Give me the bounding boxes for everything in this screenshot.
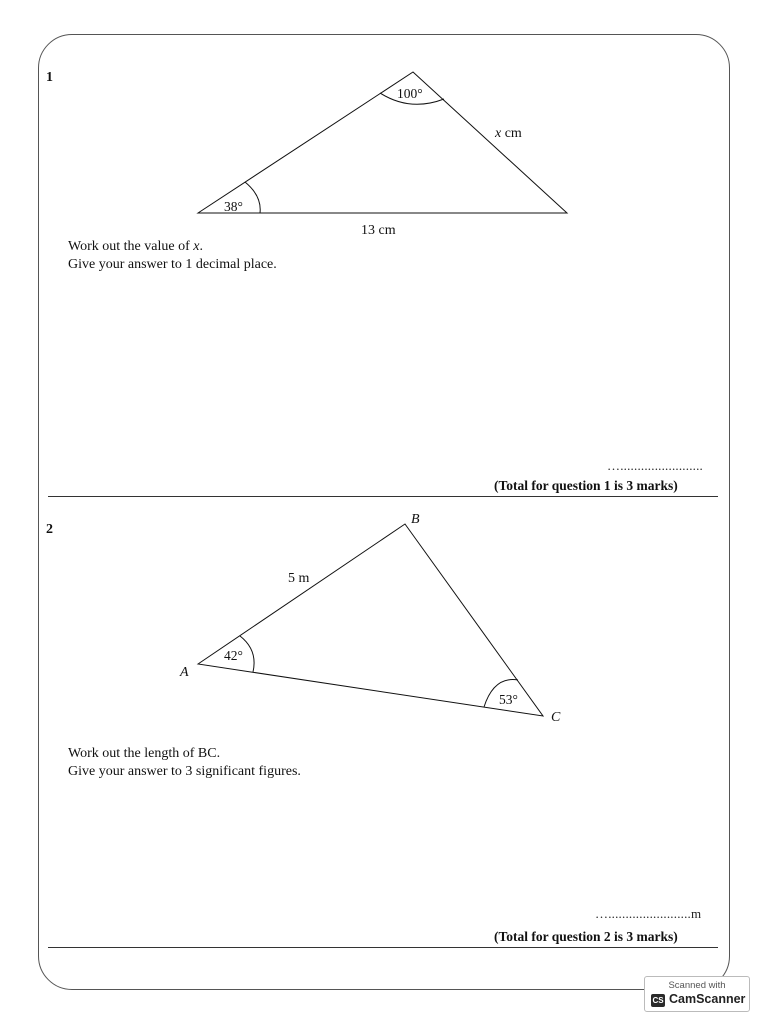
question-1-number: 1 xyxy=(46,70,53,85)
question-2-instruction-2: Give your answer to 3 significant figures. xyxy=(68,764,301,779)
triangle-1-outline xyxy=(198,72,567,213)
side-label-ab: 5 m xyxy=(288,571,310,586)
side-label-base: 13 cm xyxy=(361,223,396,238)
question-2-total-marks: (Total for question 2 is 3 marks) xyxy=(494,929,678,944)
angle-label-42: 42° xyxy=(224,648,243,663)
vertex-label-a: A xyxy=(180,665,189,680)
question-2-triangle-diagram xyxy=(0,490,768,740)
question-2-instruction-1: Work out the length of BC. xyxy=(68,746,221,761)
camscanner-brand-text: CamScanner xyxy=(669,992,746,1006)
question-1-answer-line[interactable]: …........................ xyxy=(607,458,703,473)
angle-label-38: 38° xyxy=(224,199,243,214)
question-1-instruction-1: Work out the value of x. xyxy=(68,239,203,254)
page-bottom-rule xyxy=(48,947,718,948)
question-2-answer-line[interactable]: …........................m xyxy=(595,906,702,921)
angle-label-100: 100° xyxy=(397,86,423,101)
camscanner-logo-icon: CS xyxy=(652,996,664,1005)
vertex-label-c: C xyxy=(551,710,561,725)
side-label-x: x cm xyxy=(495,126,522,141)
vertex-label-b: B xyxy=(411,512,420,527)
question-2-number: 2 xyxy=(46,522,53,537)
triangle-2-outline xyxy=(198,524,543,716)
angle-arc-38 xyxy=(245,182,260,213)
angle-label-53: 53° xyxy=(499,692,518,707)
question-1-instruction-2: Give your answer to 1 decimal place. xyxy=(68,257,277,272)
scanned-with-text: Scanned with xyxy=(668,980,726,991)
question-1-total-marks: (Total for question 1 is 3 marks) xyxy=(494,478,678,493)
camscanner-watermark xyxy=(644,976,750,1012)
